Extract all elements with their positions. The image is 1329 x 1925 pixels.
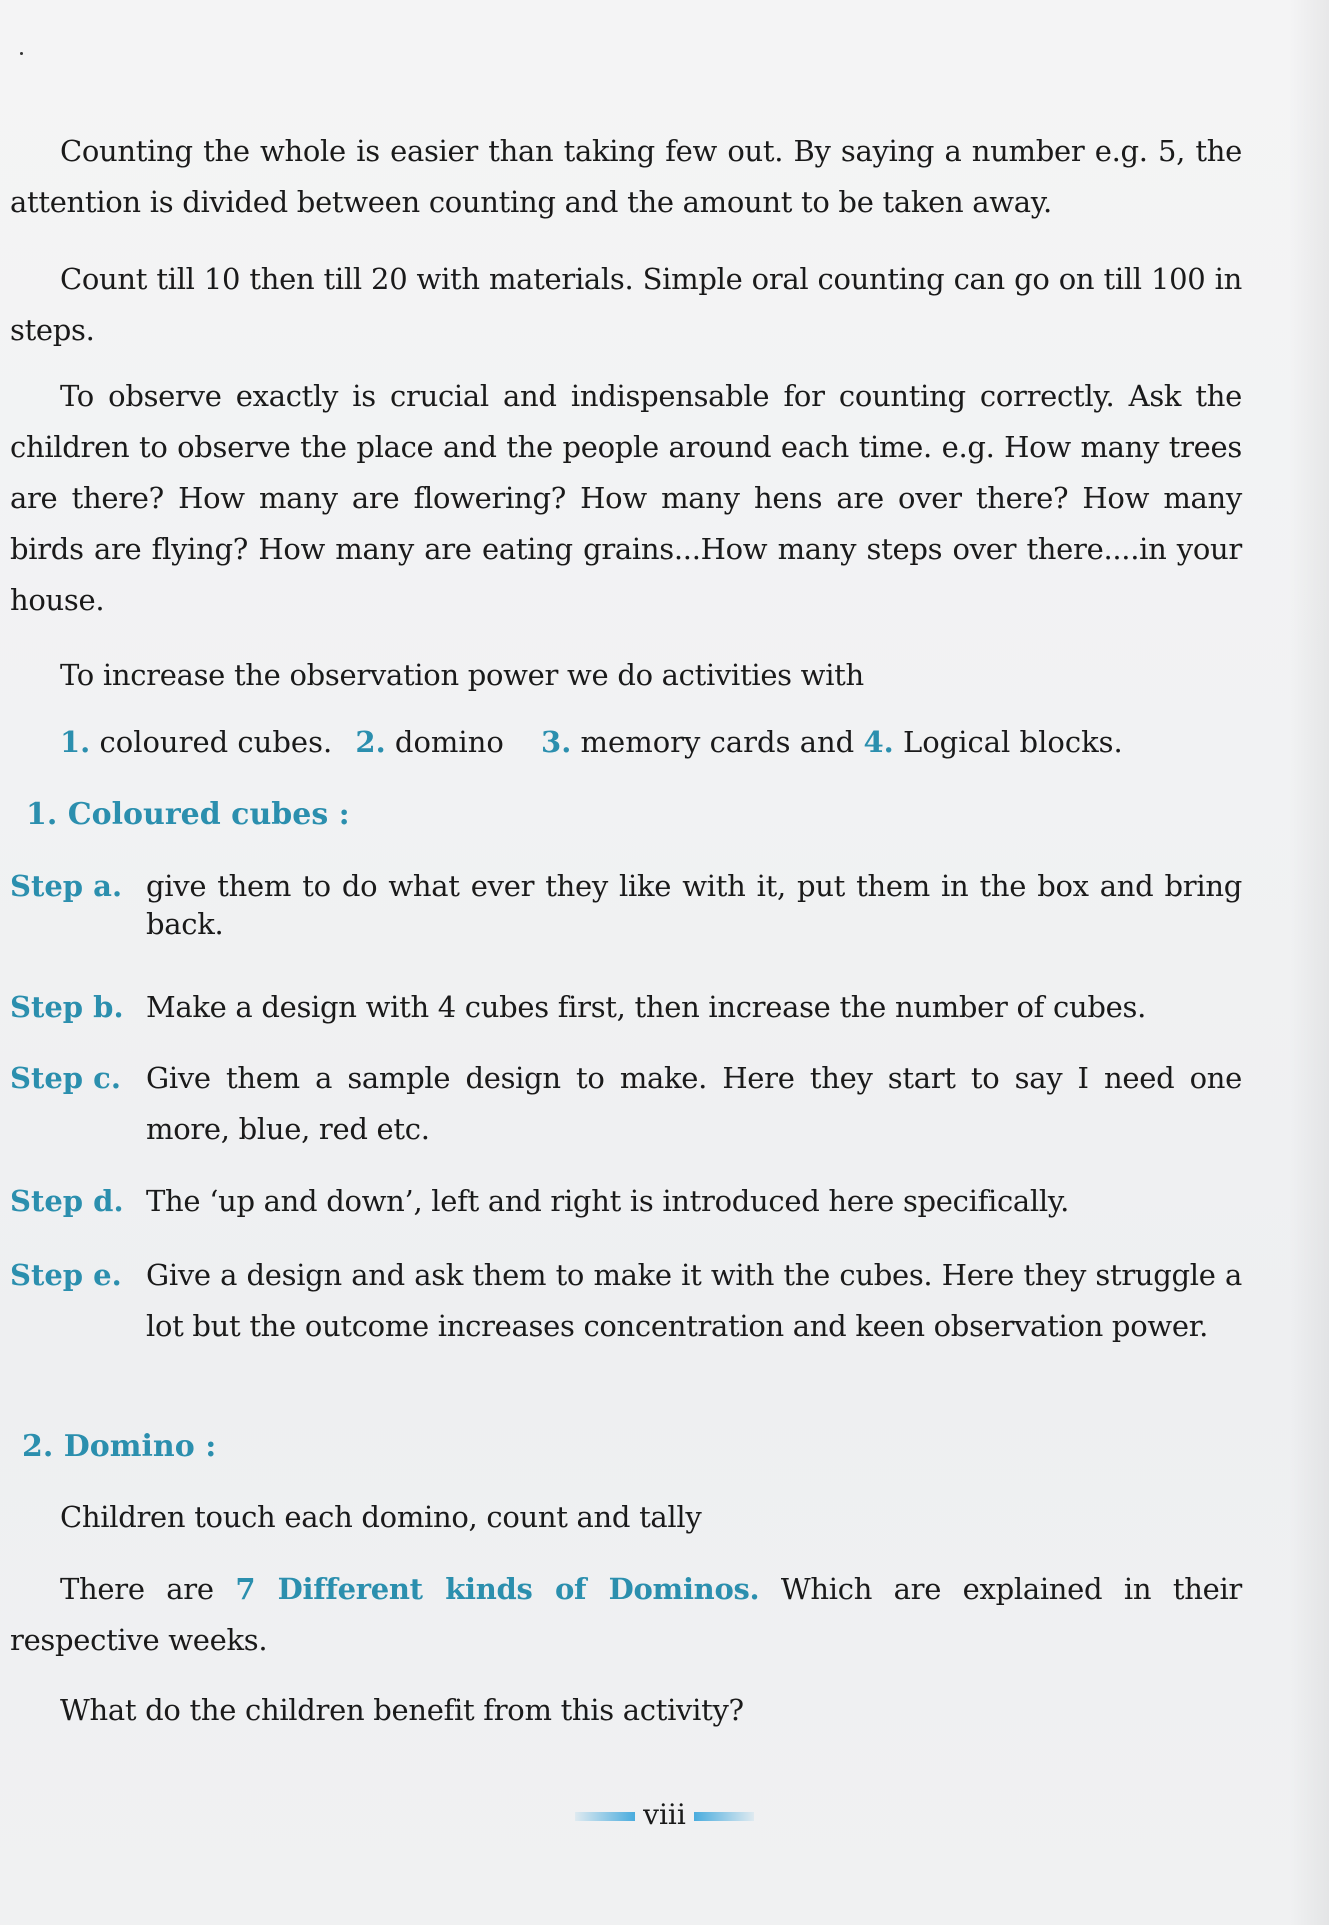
page-edge-shadow	[1289, 0, 1329, 1925]
step-text: Give a design and ask them to make it with the cubes. Here they struggle a lot but the outcome increases concentration and keen observation power.	[146, 1258, 1242, 1343]
activity-number: 3.	[541, 725, 572, 759]
section-heading-coloured-cubes: 1. Coloured cubes :	[26, 797, 350, 832]
step-label: Step e.	[10, 1258, 122, 1292]
page-footer	[0, 1795, 1329, 1835]
page-number: viii	[643, 1798, 686, 1831]
paragraph-benefit-question	[10, 1685, 1242, 1736]
page-number-bar-left	[575, 1812, 635, 1821]
step-label: Step b.	[10, 990, 124, 1024]
step-label: Step a.	[10, 869, 123, 903]
step-text: Make a design with 4 cubes first, then increase the number of cubes.	[146, 990, 1146, 1024]
step-c	[10, 1053, 1242, 1155]
paragraph-text: What do the children benefit from this activity?	[60, 1693, 744, 1727]
activity-item	[541, 725, 854, 759]
paragraph-text: Counting the whole is easier than taking few out. By saying a number e.g. 5, the attention is divided between counting and the amount to be taken away.	[10, 134, 1242, 219]
paragraph-text: Count till 10 then till 20 with materials. Simple oral counting can go on till 100 in steps.	[10, 262, 1242, 347]
paragraph-text: Children touch each domino, count and tally	[60, 1500, 702, 1534]
paragraph-domino-touch	[10, 1492, 1242, 1543]
activity-item	[355, 725, 503, 759]
activity-label: memory cards and	[580, 725, 855, 759]
section-heading-domino: 2. Domino :	[22, 1429, 217, 1464]
step-b	[10, 982, 1242, 1033]
paragraph-text: To increase the observation power we do activities with	[60, 658, 864, 692]
activity-item	[863, 725, 1122, 759]
paragraph-counting-whole	[10, 126, 1242, 228]
paragraph-observe	[10, 371, 1242, 626]
paragraph-domino-kinds	[10, 1564, 1242, 1666]
highlight-dominos: 7 Different kinds of Dominos.	[235, 1572, 760, 1606]
activity-label: domino	[394, 725, 504, 759]
step-text: The ‘up and down’, left and right is introduced here specifically.	[146, 1184, 1070, 1218]
step-a	[10, 861, 1242, 943]
paragraph-text: There are	[60, 1572, 236, 1606]
activity-number: 1.	[60, 725, 91, 759]
step-label: Step d.	[10, 1184, 124, 1218]
scan-speck	[20, 52, 23, 55]
step-e	[10, 1250, 1242, 1352]
activity-number: 2.	[355, 725, 386, 759]
step-text: give them to do what ever they like with it, put them in the box and bring back.	[146, 869, 1242, 941]
paragraph-count-till	[10, 254, 1242, 356]
paragraph-increase-observation	[10, 650, 1242, 701]
step-d	[10, 1176, 1242, 1227]
page-number-bar-right	[694, 1812, 754, 1821]
paragraph-text: Which are explained in their respective weeks.	[10, 1572, 1242, 1657]
activity-label: Logical blocks.	[902, 725, 1123, 759]
activity-list	[60, 722, 1123, 762]
activity-label: coloured cubes.	[99, 725, 333, 759]
step-label: Step c.	[10, 1061, 121, 1095]
activity-number: 4.	[863, 725, 894, 759]
activity-item	[60, 725, 332, 759]
step-text: Give them a sample design to make. Here they start to say I need one more, blue, red etc.	[146, 1061, 1242, 1146]
paragraph-text: To observe exactly is crucial and indispensable for counting correctly. Ask the children to observe the place and the people around each time. e.g. How many trees are there? How many are flowering? How many hens are over there? How many birds are flying? How many are eating grains...How many steps over there....in your house.	[10, 379, 1242, 617]
